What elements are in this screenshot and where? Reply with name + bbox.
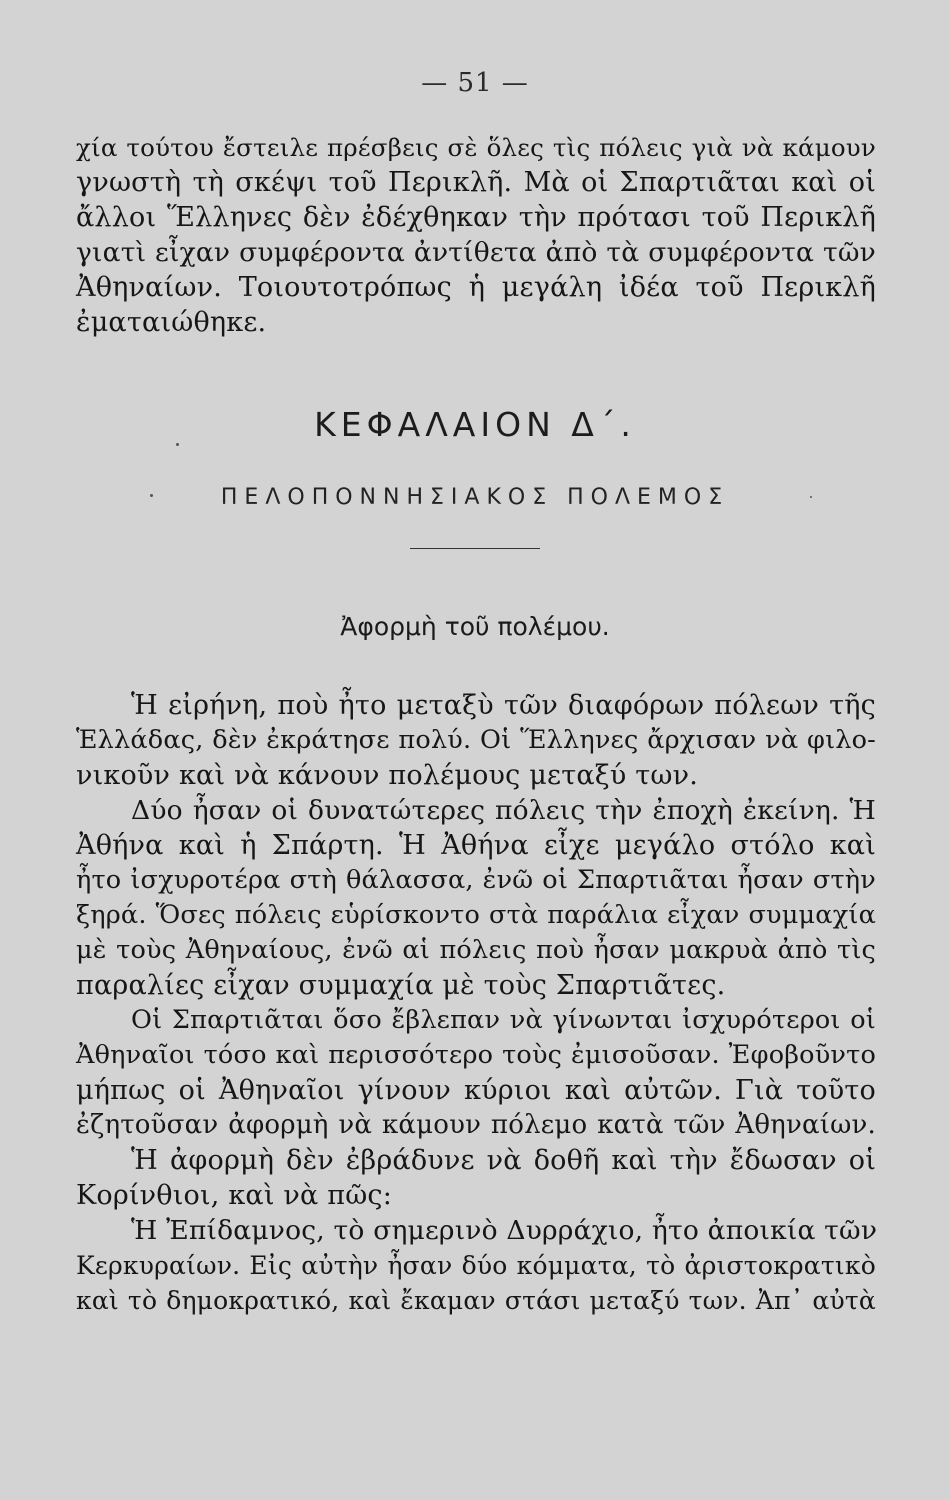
text-line: ἐματαιώθηκε.	[76, 307, 267, 338]
text-line: ἦτο ἰσχυροτέρα στὴ θάλασσα, ἐνῶ οἱ Σπαρτιᾶται ἦσαν στὴν	[76, 865, 876, 895]
opening-paragraph	[76, 130, 876, 340]
text-line: ἐζητοῦσαν ἀφορμὴ νὰ κάμουν πόλεμο κατὰ τῶν Ἀθηναίων.	[76, 1110, 876, 1140]
text-line: Κερκυραίων. Εἰς αὐτὴν ἦσαν δύο κόμματα, τὸ ἀριστοκρατικὸ	[76, 1251, 876, 1280]
text-line: Ἀθήνα καὶ ἡ Σπάρτη. Ἡ Ἀθήνα εἶχε μεγάλο στόλο καὶ	[76, 830, 876, 861]
text-line: γιατὶ εἶχαν συμφέροντα ἀντίθετα ἀπὸ τὰ συμφέροντα τῶν	[76, 237, 876, 268]
body-text	[76, 688, 876, 1318]
text-line: Οἱ Σπαρτιᾶται ὅσο ἔβλεπαν νὰ γίνωνται ἰσχυρότεροι οἱ	[131, 1005, 876, 1035]
text-line: καὶ τὸ δημοκρατικό, καὶ ἔκαμαν στάσι μεταξύ των. Ἀπ᾿ αὐτὰ	[76, 1286, 876, 1315]
text-line: Ἀθηναίων. Τοιουτοτρόπως ἡ μεγάλη ἰδέα τοῦ Περικλῆ	[76, 272, 876, 303]
text-line: Ἑλλάδας, δὲν ἐκράτησε πολύ. Οἱ Ἕλληνες ἄρχισαν νὰ φιλο-	[76, 725, 876, 755]
text-line: γνωστὴ τὴ σκέψι τοῦ Περικλῆ. Μὰ οἱ Σπαρτιᾶται καὶ οἱ	[76, 167, 876, 198]
text-line: νικοῦν καὶ νὰ κάνουν πολέμους μεταξύ των.	[76, 760, 698, 791]
paper-speck	[810, 496, 812, 498]
text-line: Ἡ ἀφορμὴ δὲν ἐβράδυνε νὰ δοθῆ καὶ τὴν ἔδωσαν οἱ	[131, 1145, 876, 1176]
text-line: μὲ τοὺς Ἀθηναίους, ἐνῶ αἱ πόλεις ποὺ ἦσαν μακρυὰ ἀπὸ τὶς	[76, 935, 876, 965]
text-line: Ἀθηναῖοι τόσο καὶ περισσότερο τοὺς ἐμισοῦσαν. Ἐφοβοῦντο	[76, 1040, 876, 1070]
text-line: χία τούτου ἔστειλε πρέσβεις σὲ ὅλες τὶς πόλεις γιὰ νὰ κάμουν	[76, 133, 876, 162]
text-line: Ἡ εἰρήνη, ποὺ ἦτο μεταξὺ τῶν διαφόρων πόλεων τῆς	[131, 690, 876, 721]
section-divider	[410, 548, 540, 549]
paper-speck	[150, 494, 153, 497]
text-line: Κορίνθιοι, καὶ νὰ πῶς:	[76, 1180, 393, 1211]
page-number: — 51 —	[421, 68, 529, 98]
text-line: Δύο ἦσαν οἱ δυνατώτερες πόλεις τὴν ἐποχὴ ἐκείνη. Ἡ	[131, 795, 876, 826]
section-heading: Ἀφορμὴ τοῦ πολέμου.	[340, 612, 610, 641]
text-line: ξηρά. Ὅσες πόλεις εὑρίσκοντο στὰ παράλια εἶχαν συμμαχία	[76, 900, 876, 930]
text-line: μήπως οἱ Ἀθηναῖοι γίνουν κύριοι καὶ αὐτῶν. Γιὰ τοῦτο	[76, 1075, 876, 1106]
chapter-subtitle: ΠΕΛΟΠΟΝΝΗΣΙΑΚΟΣ ΠΟΛΕΜΟΣ	[220, 485, 730, 510]
chapter-heading: ΚΕΦΑΛΑΙΟΝ Δ΄.	[314, 405, 636, 444]
paper-speck	[176, 443, 179, 446]
text-line: παραλίες εἶχαν συμμαχία μὲ τοὺς Σπαρτιᾶτες.	[76, 970, 726, 1001]
text-line: ἄλλοι Ἕλληνες δὲν ἐδέχθηκαν τὴν πρότασι τοῦ Περικλῆ	[76, 202, 876, 233]
text-line: Ἡ Ἐπίδαμνος, τὸ σημερινὸ Δυρράχιο, ἦτο ἀποικία τῶν	[131, 1215, 878, 1246]
